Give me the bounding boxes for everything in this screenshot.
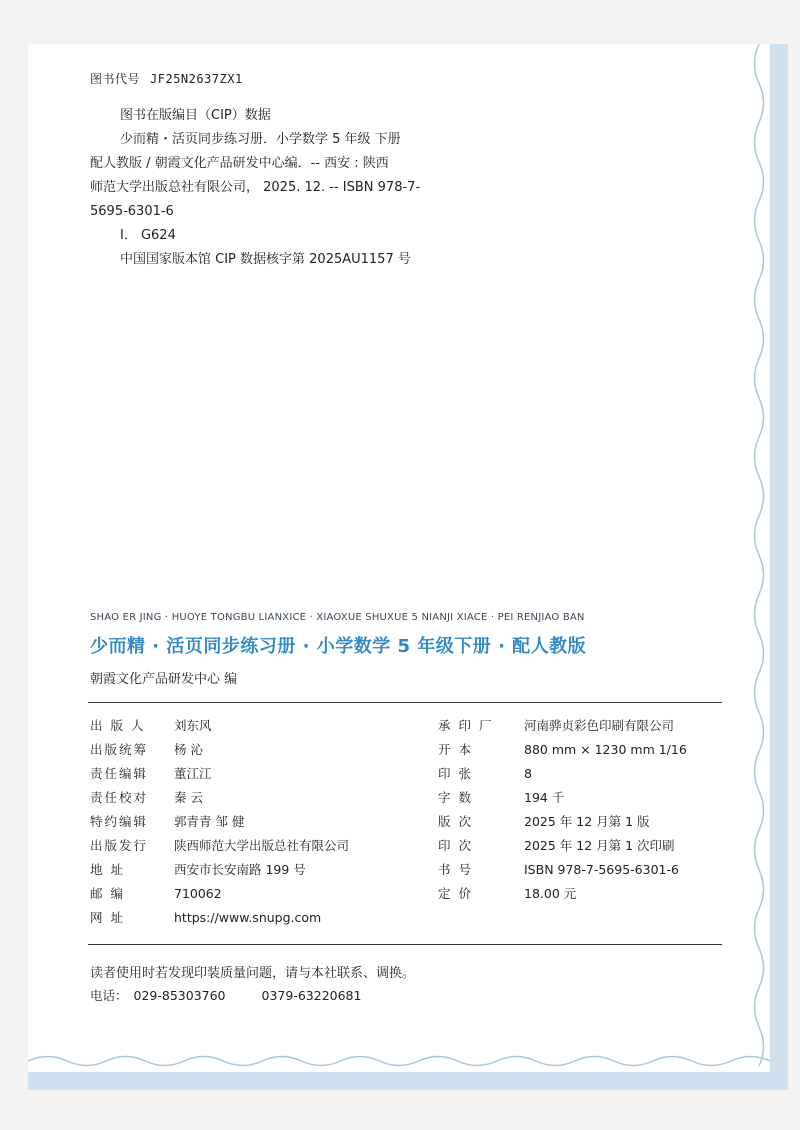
- decorative-border-bottom: [28, 1050, 770, 1072]
- info-value: 2025 年 12 月第 1 版: [524, 814, 650, 829]
- info-value: 8: [524, 766, 532, 781]
- info-row: [90, 738, 730, 762]
- info-value: 河南骅贞彩色印刷有限公司: [524, 718, 675, 733]
- cip-line: 少而精・活页同步练习册．小学数学 5 年级 下册: [120, 132, 401, 147]
- info-row: [90, 786, 730, 810]
- book-code: [90, 70, 243, 87]
- info-value: 194 千: [524, 790, 565, 805]
- info-row: [90, 834, 730, 858]
- info-label: 印 次: [438, 838, 473, 853]
- info-label: 责任编辑: [90, 766, 149, 781]
- info-row: [90, 906, 730, 930]
- book-code-value: JF25N2637ZX1: [150, 72, 243, 86]
- phone-line: [90, 986, 361, 1004]
- info-value: 西安市长安南路 199 号: [174, 862, 306, 877]
- info-label: 版 次: [438, 814, 473, 829]
- info-row: [90, 714, 730, 738]
- info-value: 刘东风: [174, 718, 212, 733]
- info-label: 网 址: [90, 910, 125, 925]
- book-title: 少而精 · 活页同步练习册 · 小学数学 5 年级下册 · 配人教版: [90, 636, 587, 657]
- info-label: 书 号: [438, 862, 473, 877]
- info-value: 秦 云: [174, 790, 203, 805]
- info-row: [90, 810, 730, 834]
- info-row: [90, 858, 730, 882]
- phone-number: 029-85303760: [133, 988, 226, 1003]
- editor-credit: 朝霞文化产品研发中心 编: [90, 672, 238, 687]
- info-label: 责任校对: [90, 790, 149, 805]
- cip-line: 配人教版 / 朝霞文化产品研发中心编．-- 西安 : 陕西: [90, 156, 389, 171]
- info-value: 18.00 元: [524, 886, 577, 901]
- info-value: 2025 年 12 月第 1 次印刷: [524, 838, 675, 853]
- phone-number: 0379-63220681: [261, 988, 362, 1003]
- divider: [88, 944, 722, 945]
- phone-label: 电话：: [90, 988, 128, 1003]
- cip-line: 5695-6301-6: [90, 204, 174, 219]
- website-link[interactable]: https://www.snupg.com: [174, 910, 322, 925]
- info-label: 特约编辑: [90, 814, 149, 829]
- info-label: 出版发行: [90, 838, 149, 853]
- info-label: 印 张: [438, 766, 473, 781]
- info-label: 开 本: [438, 742, 473, 757]
- info-value: 郭青青 邹 健: [174, 814, 245, 829]
- info-row: [90, 762, 730, 786]
- info-value: ISBN 978-7-5695-6301-6: [524, 862, 679, 877]
- cip-title: 图书在版编目（CIP）数据: [120, 108, 271, 123]
- cip-line: Ⅰ． G624: [120, 228, 176, 243]
- decorative-border-right: [748, 44, 770, 1072]
- divider: [88, 702, 722, 703]
- info-label: 出 版 人: [90, 718, 146, 733]
- info-value: 杨 沁: [174, 742, 203, 757]
- cip-line: 师范大学出版总社有限公司， 2025. 12. -- ISBN 978-7-: [90, 180, 421, 195]
- pinyin-title: SHAO ER JING · HUOYE TONGBU LIANXICE · XIAOXUE SHUXUE 5 NIANJI XIACE · PEI RENJIAO BAN: [90, 612, 585, 623]
- cip-line: 中国国家版本馆 CIP 数据核字第 2025AU1157 号: [120, 252, 411, 267]
- info-value: 710062: [174, 886, 222, 901]
- info-label: 字 数: [438, 790, 473, 805]
- info-label: 承 印 厂: [438, 718, 494, 733]
- info-value: 董江江: [174, 766, 212, 781]
- info-value: 880 mm × 1230 mm 1/16: [524, 742, 687, 757]
- info-row: [90, 882, 730, 906]
- book-code-label: 图书代号: [90, 72, 141, 86]
- info-label: 出版统筹: [90, 742, 149, 757]
- info-label: 邮 编: [90, 886, 125, 901]
- info-label: 地 址: [90, 862, 125, 877]
- info-label: 定 价: [438, 886, 473, 901]
- info-value: 陕西师范大学出版总社有限公司: [174, 838, 350, 853]
- quality-notice: 读者使用时若发现印装质量问题，请与本社联系、调换。: [90, 966, 416, 981]
